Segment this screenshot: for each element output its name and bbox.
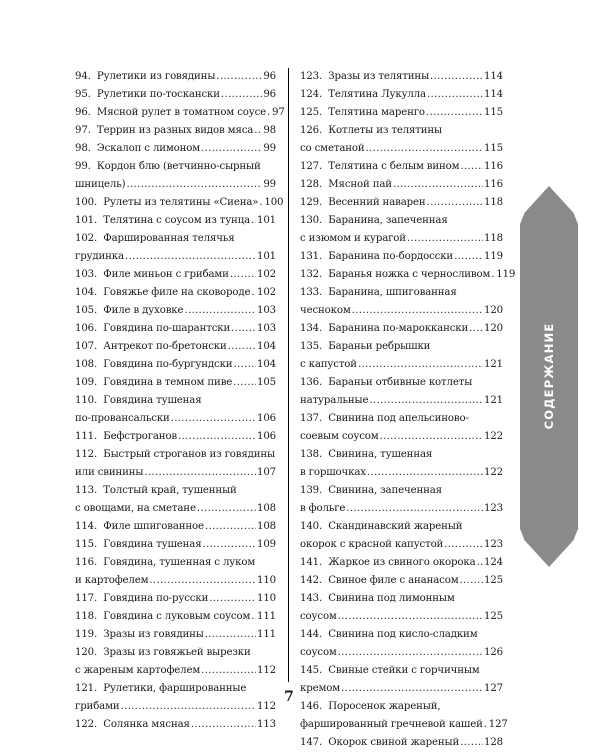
toc-entry xyxy=(300,338,503,374)
toc-entry xyxy=(75,158,276,194)
toc-entry-page: 99 xyxy=(263,143,276,154)
dot-leader xyxy=(426,104,483,122)
toc-entry-page: 103 xyxy=(257,305,276,316)
toc-entry-title: 120. Зразы из говяжьей вырезки xyxy=(75,647,251,658)
toc-entry xyxy=(75,356,276,374)
dot-leader xyxy=(427,86,483,104)
toc-entry-title: фаршированный гречневой кашей xyxy=(300,719,483,730)
toc-entry xyxy=(75,194,284,212)
toc-entry xyxy=(300,572,503,590)
dot-leader xyxy=(201,662,256,680)
toc-entry-title: 142. Свиное филе с ананасом xyxy=(300,575,459,586)
toc-entry-title: соевым соусом xyxy=(300,431,379,442)
toc-entry xyxy=(300,482,503,518)
toc-entry-page: 100 xyxy=(264,197,284,208)
dot-leader xyxy=(233,374,256,392)
toc-left-column xyxy=(75,68,285,734)
toc-entry xyxy=(300,104,503,122)
toc-entry-title: кремом xyxy=(300,683,340,694)
toc-entry xyxy=(75,122,276,140)
toc-entry-title: 96. Мясной рулет в томатном соусе xyxy=(75,107,267,118)
toc-entry xyxy=(75,428,276,446)
dot-leader xyxy=(171,410,256,428)
toc-entry xyxy=(300,518,503,554)
toc-entry-title: 123. Зразы из телятины xyxy=(300,71,430,82)
section-tab-label: СОДЕРЖАНИЕ xyxy=(542,322,556,430)
dot-leader xyxy=(231,320,256,338)
toc-entry xyxy=(75,338,276,356)
dot-leader xyxy=(191,716,256,734)
toc-entry xyxy=(300,68,503,86)
toc-entry-title: 115. Говядина тушеная xyxy=(75,539,202,550)
dot-leader xyxy=(460,734,483,752)
dot-leader xyxy=(358,356,483,374)
toc-entry xyxy=(75,392,276,428)
toc-entry-page: 123 xyxy=(484,503,503,514)
toc-entry-title: 134. Баранина по-марокканcки xyxy=(300,323,469,334)
toc-entry-title: натуральные xyxy=(300,395,369,406)
dot-leader xyxy=(184,302,256,320)
toc-entry-title: 117. Говядина по-русски xyxy=(75,593,209,604)
toc-entry-title: с капустой xyxy=(300,359,357,370)
toc-entry-title: 98. Эскалоп с лимоном xyxy=(75,143,201,154)
dot-leader xyxy=(201,140,262,158)
toc-entry-page: 112 xyxy=(257,701,276,712)
toc-entry xyxy=(300,734,503,752)
toc-entry-title: 144. Свинина под кисло-сладким xyxy=(300,629,478,640)
dot-leader xyxy=(251,608,256,626)
dot-leader xyxy=(459,572,483,590)
toc-entry-title: или свинины xyxy=(75,467,144,478)
dot-leader xyxy=(393,176,483,194)
toc-entry-title: 94. Рулетики из говядины xyxy=(75,71,216,82)
toc-entry-page: 105 xyxy=(257,377,276,388)
toc-entry-title: со сметаной xyxy=(300,143,365,154)
toc-entry xyxy=(300,266,516,284)
toc-entry-title: грудинка xyxy=(75,251,124,262)
toc-entry-page: 125 xyxy=(484,611,503,622)
toc-entry xyxy=(75,302,276,320)
toc-entry-page: 106 xyxy=(257,413,276,424)
toc-entry-page: 125 xyxy=(484,575,503,586)
dot-leader xyxy=(460,158,483,176)
toc-entry-page: 126 xyxy=(484,647,503,658)
toc-entry-page: 114 xyxy=(484,89,503,100)
toc-entry xyxy=(300,320,503,338)
dot-leader xyxy=(469,320,483,338)
toc-entry-title: 106. Говядина по-шарантски xyxy=(75,323,231,334)
dot-leader xyxy=(444,536,483,554)
toc-entry xyxy=(300,446,503,482)
toc-entry-page: 99 xyxy=(263,179,276,190)
toc-entry-page: 101 xyxy=(257,251,276,262)
toc-entry-title: 141. Жаркое из свиного окорока xyxy=(300,557,476,568)
toc-entry-title: грибами xyxy=(75,701,120,712)
toc-entry xyxy=(75,266,276,284)
toc-entry-title: 107. Антрекот по-бретонски xyxy=(75,341,227,352)
toc-entry xyxy=(75,140,276,158)
toc-entry xyxy=(75,626,276,644)
dot-leader xyxy=(338,608,483,626)
toc-entry-title: 110. Говядина тушеная xyxy=(75,395,202,406)
toc-right-column xyxy=(300,68,516,752)
toc-entry-title: 126. Котлеты из телятины xyxy=(300,125,443,136)
toc-entry-title: 99. Кордон блю (ветчинно-сырный xyxy=(75,161,261,172)
toc-entry-title: 125. Телятина маренго xyxy=(300,107,425,118)
toc-entry-title: с овощами, на сметане xyxy=(75,503,196,514)
toc-entry-title: 147. Окорок свиной жареный xyxy=(300,737,460,748)
toc-entry-page: 103 xyxy=(257,323,276,334)
dot-leader xyxy=(228,338,256,356)
toc-entry-title: 97. Террин из разных видов мяса xyxy=(75,125,254,136)
dot-leader xyxy=(380,428,483,446)
toc-entry-page: 120 xyxy=(484,323,503,334)
toc-entry xyxy=(300,590,503,626)
toc-entry xyxy=(300,626,503,662)
toc-entry-page: 124 xyxy=(484,557,503,568)
toc-entry-page: 102 xyxy=(257,269,276,280)
toc-entry xyxy=(300,374,503,410)
toc-entry xyxy=(75,374,276,392)
toc-entry xyxy=(300,410,503,446)
toc-entry xyxy=(300,248,503,266)
toc-entry-page: 119 xyxy=(496,269,516,280)
toc-entry-page: 102 xyxy=(257,287,276,298)
toc-entry xyxy=(75,212,276,230)
toc-entry-page: 110 xyxy=(257,593,276,604)
toc-entry xyxy=(75,590,276,608)
toc-entry-title: 145. Свиные стейки с горчичным xyxy=(300,665,480,676)
dot-leader xyxy=(221,86,262,104)
dot-leader xyxy=(346,500,483,518)
toc-entry-title: с изюмом и курагой xyxy=(300,233,406,244)
toc-entry-title: соусом xyxy=(300,647,337,658)
toc-entry-page: 114 xyxy=(484,71,503,82)
toc-entry-title: 132. Баранья ножка с черносливом xyxy=(300,269,491,280)
toc-entry-page: 96 xyxy=(263,71,276,82)
dot-leader xyxy=(430,68,483,86)
toc-entry-title: 111. Бефстроганов xyxy=(75,431,178,442)
toc-entry-title: в фольге xyxy=(300,503,346,514)
toc-entry-page: 115 xyxy=(484,107,503,118)
toc-entry-title: по-провансальски xyxy=(75,413,170,424)
toc-entry-page: 110 xyxy=(257,575,276,586)
toc-entry-title: 101. Телятина с соусом из тунца xyxy=(75,215,251,226)
dot-leader xyxy=(251,284,256,302)
dot-leader xyxy=(230,266,256,284)
toc-entry-title: 127. Телятина с белым вином xyxy=(300,161,460,172)
dot-leader xyxy=(149,572,256,590)
dot-leader xyxy=(267,104,271,122)
dot-leader xyxy=(369,392,483,410)
dot-leader xyxy=(216,68,262,86)
toc-entry-title: 139. Свинина, запеченная xyxy=(300,485,442,496)
toc-entry-page: 115 xyxy=(484,143,503,154)
toc-entry xyxy=(300,194,503,212)
toc-entry-page: 111 xyxy=(257,629,276,640)
dot-leader xyxy=(367,464,483,482)
dot-leader xyxy=(205,518,256,536)
toc-entry-title: 130. Баранина, запеченная xyxy=(300,215,448,226)
toc-entry xyxy=(75,230,276,266)
toc-entry-page: 123 xyxy=(484,539,503,550)
toc-entry-page: 113 xyxy=(257,719,276,730)
toc-entry-title: 95. Рулетики по-тоскански xyxy=(75,89,220,100)
toc-entry-page: 112 xyxy=(257,665,276,676)
toc-entry-title: 109. Говядина в темном пиве xyxy=(75,377,233,388)
toc-entry-title: соусом xyxy=(300,611,337,622)
toc-entry-title: 143. Свинина под лимонным xyxy=(300,593,455,604)
toc-entry-title: 104. Говяжье филе на сковороде xyxy=(75,287,251,298)
toc-entry xyxy=(75,284,276,302)
toc-entry xyxy=(75,644,276,680)
toc-entry xyxy=(75,716,276,734)
toc-entry-page: 106 xyxy=(257,431,276,442)
toc-entry xyxy=(75,320,276,338)
toc-entry-title: и картофелем xyxy=(75,575,149,586)
toc-entry-page: 96 xyxy=(263,89,276,100)
toc-entry-title: 100. Рулеты из телятины «Сиена» xyxy=(75,197,259,208)
toc-entry-title: 128. Мясной пай xyxy=(300,179,392,190)
toc-entry xyxy=(75,554,276,590)
toc-entry xyxy=(75,104,285,122)
column-divider xyxy=(288,68,289,682)
dot-leader xyxy=(178,428,256,446)
toc-entry-page: 101 xyxy=(257,215,276,226)
toc-entry-title: 129. Весенний наварен xyxy=(300,197,426,208)
toc-entry-page: 111 xyxy=(257,611,276,622)
toc-entry-title: с жареным картофелем xyxy=(75,665,201,676)
dot-leader xyxy=(203,536,257,554)
toc-entry-page: 104 xyxy=(257,341,276,352)
dot-leader xyxy=(254,122,262,140)
toc-entry-title: 116. Говядина, тушенная с луком xyxy=(75,557,256,568)
toc-entry-title: окорок с красной капустой xyxy=(300,539,444,550)
toc-entry xyxy=(300,554,503,572)
toc-entry-title: 140. Скандинавский жареный xyxy=(300,521,463,532)
dot-leader xyxy=(484,716,488,734)
dot-leader xyxy=(352,302,483,320)
dot-leader xyxy=(491,266,495,284)
toc-entry-title: 112. Быстрый строганов из говядины xyxy=(75,449,275,460)
dot-leader xyxy=(338,644,483,662)
toc-entry-page: 98 xyxy=(263,125,276,136)
toc-entry-title: 135. Бараньи ребрышки xyxy=(300,341,431,352)
toc-entry-page: 119 xyxy=(484,251,503,262)
page-number: 7 xyxy=(284,689,294,705)
toc-entry-page: 127 xyxy=(488,719,508,730)
toc-entry xyxy=(300,122,503,158)
toc-entry-title: 124. Телятина Лукулла xyxy=(300,89,426,100)
toc-entry-title: 122. Солянка мясная xyxy=(75,719,190,730)
toc-entry-title: 121. Рулетики, фаршированные xyxy=(75,683,247,694)
toc-entry-title: 105. Филе в духовке xyxy=(75,305,184,316)
toc-entry-page: 118 xyxy=(484,197,503,208)
toc-entry xyxy=(300,158,503,176)
toc-entry-page: 120 xyxy=(484,305,503,316)
toc-entry-title: 113. Толстый край, тушенный xyxy=(75,485,237,496)
toc-entry xyxy=(75,68,276,86)
toc-entry-title: 102. Фаршированная телячья xyxy=(75,233,235,244)
dot-leader xyxy=(209,590,256,608)
toc-entry xyxy=(300,212,503,248)
dot-leader xyxy=(126,176,262,194)
toc-entry-page: 116 xyxy=(484,161,503,172)
toc-entry xyxy=(300,86,503,104)
toc-entry-title: 136. Бараньи отбивные котлеты xyxy=(300,377,473,388)
toc-entry-page: 116 xyxy=(484,179,503,190)
toc-entry-page: 122 xyxy=(484,467,503,478)
toc-entry-title: 131. Баранина по-бордосски xyxy=(300,251,454,262)
toc-entry-page: 97 xyxy=(272,107,285,118)
dot-leader xyxy=(125,248,256,266)
dot-leader xyxy=(477,554,484,572)
toc-entry-page: 121 xyxy=(484,395,503,406)
toc-entry-title: в горшочках xyxy=(300,467,366,478)
toc-entry-title: 133. Баранина, шпигованная xyxy=(300,287,457,298)
toc-entry-page: 107 xyxy=(257,467,276,478)
toc-entry-title: 103. Филе миньон с грибами xyxy=(75,269,229,280)
dot-leader xyxy=(144,464,256,482)
toc-entry xyxy=(75,446,276,482)
toc-entry xyxy=(75,518,276,536)
toc-entry-page: 118 xyxy=(484,233,503,244)
toc-entry-title: шницель) xyxy=(75,179,126,190)
toc-entry-page: 104 xyxy=(257,359,276,370)
toc-entry-page: 108 xyxy=(257,503,276,514)
dot-leader xyxy=(454,248,483,266)
toc-entry-page: 121 xyxy=(484,359,503,370)
dot-leader xyxy=(205,626,256,644)
toc-entry xyxy=(75,536,276,554)
dot-leader xyxy=(233,356,256,374)
toc-entry-title: 137. Свинина под апельсиново- xyxy=(300,413,469,424)
dot-leader xyxy=(197,500,256,518)
toc-entry-title: чесноком xyxy=(300,305,351,316)
toc-entry xyxy=(75,86,276,104)
dot-leader xyxy=(366,140,483,158)
toc-entry-title: 138. Свинина, тушенная xyxy=(300,449,433,460)
toc-entry-title: 118. Говядина с луковым соусом xyxy=(75,611,251,622)
dot-leader xyxy=(251,212,256,230)
toc-entry xyxy=(75,608,276,626)
dot-leader xyxy=(427,194,483,212)
toc-entry-page: 127 xyxy=(484,683,503,694)
toc-entry-page: 122 xyxy=(484,431,503,442)
toc-entry-page: 128 xyxy=(484,737,503,748)
toc-entry xyxy=(75,482,276,518)
dot-leader xyxy=(407,230,483,248)
toc-entry-page: 108 xyxy=(257,521,276,532)
toc-entry-title: 108. Говядина по-бургундски xyxy=(75,359,233,370)
toc-entry xyxy=(300,284,503,320)
toc-entry xyxy=(300,176,503,194)
toc-entry-title: 146. Поросенок жареный, xyxy=(300,701,441,712)
dot-leader xyxy=(259,194,263,212)
toc-entry-title: 119. Зразы из говядины xyxy=(75,629,204,640)
toc-entry-page: 109 xyxy=(257,539,276,550)
toc-entry-title: 114. Филе шпигованное xyxy=(75,521,204,532)
